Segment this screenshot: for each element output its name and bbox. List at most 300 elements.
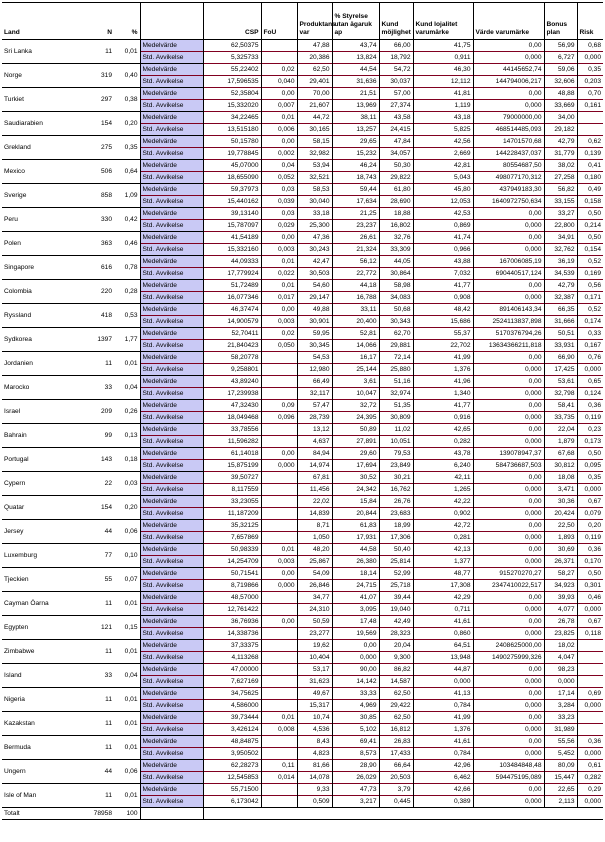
table-row [2,184,603,196]
stat-label-mean: Medelvärde [140,448,203,460]
cell-varde-varumarke: 0,00 [473,400,544,412]
stat-label-mean: Medelvärde [140,232,203,244]
cell-kund-mojlighet: 28,690 [379,196,413,208]
cell-csp: 62,28273 [203,760,261,772]
cell-bonus: 4,077 [544,604,577,616]
country-name: Cayman Öarna [2,592,78,616]
country-name: Kazakstan [2,712,78,736]
cell-risk: 0,50 [577,208,603,220]
cell-risk [577,724,603,736]
country-percent: 0,01 [114,688,140,712]
cell-kund-mojlighet: 16,762 [379,484,413,496]
cell-styrelse: 38,11 [332,112,379,124]
cell-risk: 0,154 [577,244,603,256]
cell-risk: 0,23 [577,424,603,436]
cell-produktansvar: 10,404 [297,652,332,664]
cell-risk: 0,35 [577,64,603,76]
country-percent: 0,01 [114,736,140,760]
country-name: Singapore [2,256,78,280]
stat-label-mean: Medelvärde [140,688,203,700]
country-name: Bermuda [2,736,78,760]
cell-csp: 15,875199 [203,460,261,472]
cell-varde-varumarke: 0,00 [473,544,544,556]
cell-bonus: 0,000 [544,676,577,688]
cell-styrelse: 3,61 [332,376,379,388]
cell-kund-mojlighet: 20,04 [379,640,413,652]
total-empty-cell [473,808,544,820]
cell-risk: 0,282 [577,772,603,784]
cell-produktansvar: 20,386 [297,52,332,64]
cell-risk: 0,68 [577,40,603,52]
cell-kund-lojalitet: 0,860 [413,628,473,640]
cell-kund-lojalitet: 41,13 [413,688,473,700]
cell-kund-lojalitet: 0,282 [413,436,473,448]
cell-styrelse: 21,324 [332,244,379,256]
cell-risk: 0,50 [577,568,603,580]
cell-kund-lojalitet: 1,265 [413,484,473,496]
cell-bonus: 33,931 [544,340,577,352]
stat-label-std: Std. Avvikelse [140,652,203,664]
stat-label-mean: Medelvärde [140,304,203,316]
cell-bonus: 2,113 [544,796,577,808]
cell-fou: 0,02 [261,64,297,76]
cell-styrelse: 30,52 [332,472,379,484]
cell-bonus: 31,779 [544,148,577,160]
cell-varde-varumarke: 0,000 [473,700,544,712]
cell-varde-varumarke: 13634366211,818 [473,340,544,352]
table-row [2,64,603,76]
cell-risk: 0,000 [577,748,603,760]
cell-fou: 0,00 [261,448,297,460]
cell-fou: 0,003 [261,556,297,568]
cell-fou [261,700,297,712]
cell-styrelse: 24,342 [332,484,379,496]
country-name: Zimbabwe [2,640,78,664]
cell-varde-varumarke: 0,000 [473,100,544,112]
stat-label-mean: Medelvärde [140,88,203,100]
cell-produktansvar: 53,17 [297,664,332,676]
cell-risk: 0,56 [577,280,603,292]
country-name: Cypern [2,472,78,496]
cell-fou [261,532,297,544]
cell-csp: 39,73444 [203,712,261,724]
header-csp: CSP [203,3,261,40]
cell-styrelse: 33,11 [332,304,379,316]
cell-fou [261,436,297,448]
cell-risk: 0,69 [577,688,603,700]
cell-kund-lojalitet: 41,99 [413,352,473,364]
country-n: 44 [78,520,114,544]
cell-fou: 0,017 [261,292,297,304]
cell-kund-lojalitet: 41,99 [413,712,473,724]
cell-varde-varumarke: 0,00 [473,280,544,292]
cell-bonus: 38,02 [544,160,577,172]
country-name: Island [2,664,78,688]
stat-label-mean: Medelvärde [140,424,203,436]
cell-risk: 0,52 [577,304,603,316]
header-bonus: Bonus plan [544,3,577,40]
table-row [2,328,603,340]
cell-risk: 0,174 [577,316,603,328]
cell-styrelse: 17,48 [332,616,379,628]
cell-produktansvar: 25,300 [297,220,332,232]
cell-styrelse: 44,18 [332,280,379,292]
cell-csp: 17,596535 [203,76,261,88]
cell-kund-lojalitet: 41,75 [413,40,473,52]
cell-varde-varumarke: 0,00 [473,784,544,796]
cell-csp: 62,50375 [203,40,261,52]
cell-kund-mojlighet: 26,83 [379,736,413,748]
stat-label-std: Std. Avvikelse [140,772,203,784]
cell-risk: 0,33 [577,328,603,340]
country-name: Sri Lanka [2,40,78,64]
cell-bonus: 22,65 [544,784,577,796]
cell-bonus: 48,88 [544,88,577,100]
cell-kund-mojlighet: 23,849 [379,460,413,472]
cell-fou [261,604,297,616]
cell-styrelse: 15,84 [332,496,379,508]
table-row [2,520,603,532]
cell-kund-mojlighet: 29,822 [379,172,413,184]
cell-varde-varumarke: 0,00 [473,616,544,628]
country-name: Portugal [2,448,78,472]
cell-fou: 0,01 [261,280,297,292]
cell-csp: 43,89240 [203,376,261,388]
cell-produktansvar: 24,310 [297,604,332,616]
cell-produktansvar: 42,47 [297,256,332,268]
cell-csp: 51,72489 [203,280,261,292]
cell-bonus: 33,23 [544,712,577,724]
cell-styrelse: 29,65 [332,136,379,148]
cell-risk: 0,119 [577,412,603,424]
cell-varde-varumarke: 144228437,037 [473,148,544,160]
cell-csp: 37,33375 [203,640,261,652]
country-percent: 0,04 [114,664,140,688]
cell-produktansvar: 19,62 [297,640,332,652]
cell-csp: 12,761422 [203,604,261,616]
cell-fou [261,676,297,688]
stat-label-std: Std. Avvikelse [140,508,203,520]
cell-csp: 14,900579 [203,316,261,328]
cell-styrelse: 17,931 [332,532,379,544]
cell-varde-varumarke: 2347410022,517 [473,580,544,592]
cell-kund-lojalitet: 0,902 [413,508,473,520]
cell-bonus: 58,41 [544,400,577,412]
country-name: Grekland [2,136,78,160]
total-empty-cell [203,808,261,820]
cell-kund-mojlighet: 17,306 [379,532,413,544]
cell-kund-lojalitet: 17,308 [413,580,473,592]
country-n: 33 [78,376,114,400]
stat-label-mean: Medelvärde [140,160,203,172]
cell-styrelse: 0,000 [332,652,379,664]
cell-varde-varumarke: 0,00 [473,376,544,388]
table-row [2,592,603,604]
country-percent: 0,78 [114,256,140,280]
cell-styrelse: 13,257 [332,124,379,136]
cell-kund-lojalitet: 12,053 [413,196,473,208]
country-percent: 1,09 [114,184,140,208]
cell-varde-varumarke: 0,00 [473,472,544,484]
cell-csp: 7,627169 [203,676,261,688]
cell-kund-mojlighet: 26,76 [379,496,413,508]
cell-bonus: 30,69 [544,544,577,556]
cell-kund-lojalitet: 44,87 [413,664,473,676]
table-row [2,88,603,100]
country-percent: 0,01 [114,40,140,64]
cell-kund-lojalitet: 0,711 [413,604,473,616]
country-name: Egypten [2,616,78,640]
cell-varde-varumarke: 498077170,312 [473,172,544,184]
cell-kund-mojlighet: 29,881 [379,340,413,352]
cell-bonus: 22,04 [544,424,577,436]
cell-styrelse: 44,58 [332,544,379,556]
cell-kund-mojlighet: 24,415 [379,124,413,136]
country-name: Nigeria [2,688,78,712]
cell-bonus: 80,09 [544,760,577,772]
cell-bonus: 34,539 [544,268,577,280]
cell-bonus: 42,79 [544,280,577,292]
cell-varde-varumarke: 2408625000,00 [473,640,544,652]
country-n: 363 [78,232,114,256]
cell-styrelse: 14,142 [332,676,379,688]
stat-label-std: Std. Avvikelse [140,604,203,616]
cell-produktansvar: 57,47 [297,400,332,412]
cell-produktansvar: 14,078 [297,772,332,784]
country-n: 154 [78,496,114,520]
cell-fou: 0,04 [261,160,297,172]
cell-kund-mojlighet: 79,53 [379,448,413,460]
cell-produktansvar: 32,117 [297,388,332,400]
stat-label-mean: Medelvärde [140,400,203,412]
cell-fou: 0,039 [261,196,297,208]
cell-bonus: 27,258 [544,172,577,184]
cell-styrelse: 30,85 [332,712,379,724]
cell-produktansvar: 67,81 [297,472,332,484]
cell-kund-lojalitet: 42,56 [413,136,473,148]
cell-bonus: 1,893 [544,532,577,544]
header-styrelse: % Styrelse utan ägaruk ap [332,3,379,40]
cell-bonus: 53,61 [544,376,577,388]
table-row [2,352,603,364]
cell-risk: 0,29 [577,784,603,796]
stat-label-std: Std. Avvikelse [140,148,203,160]
cell-risk: 0,095 [577,460,603,472]
stat-label-std: Std. Avvikelse [140,676,203,688]
cell-produktansvar: 53,94 [297,160,332,172]
cell-fou: 0,008 [261,724,297,736]
cell-produktansvar: 49,67 [297,688,332,700]
cell-produktansvar: 30,165 [297,124,332,136]
cell-kund-mojlighet: 50,30 [379,160,413,172]
stat-label-mean: Medelvärde [140,496,203,508]
cell-varde-varumarke: 103484848,48 [473,760,544,772]
cell-fou: 0,007 [261,100,297,112]
cell-styrelse: 32,72 [332,400,379,412]
cell-produktansvar: 48,20 [297,544,332,556]
stat-label-std: Std. Avvikelse [140,52,203,64]
cell-produktansvar: 30,345 [297,340,332,352]
stat-label-mean: Medelvärde [140,520,203,532]
stat-label-std: Std. Avvikelse [140,412,203,424]
cell-produktansvar: 10,74 [297,712,332,724]
cell-bonus: 6,727 [544,52,577,64]
cell-varde-varumarke: 0,00 [473,664,544,676]
stat-label-mean: Medelvärde [140,736,203,748]
stat-label-mean: Medelvärde [140,376,203,388]
cell-bonus: 32,762 [544,244,577,256]
table-row [2,208,603,220]
cell-styrelse: 18,14 [332,568,379,580]
cell-kund-lojalitet: 42,96 [413,760,473,772]
cell-kund-mojlighet: 62,50 [379,712,413,724]
cell-csp: 15,787097 [203,220,261,232]
cell-fou: 0,040 [261,76,297,88]
cell-risk [577,676,603,688]
cell-bonus: 98,23 [544,664,577,676]
cell-varde-varumarke: 690440517,124 [473,268,544,280]
cell-kund-lojalitet: 0,784 [413,748,473,760]
cell-fou [261,508,297,520]
country-name: Polen [2,232,78,256]
country-percent: 0,46 [114,232,140,256]
cell-varde-varumarke: 0,00 [473,352,544,364]
cell-risk: 0,35 [577,472,603,484]
stat-label-std: Std. Avvikelse [140,484,203,496]
cell-bonus: 34,00 [544,112,577,124]
cell-kund-lojalitet: 0,784 [413,700,473,712]
cell-fou [261,520,297,532]
stat-label-mean: Medelvärde [140,256,203,268]
cell-styrelse: 20,844 [332,508,379,520]
cell-styrelse: 17,694 [332,460,379,472]
cell-bonus: 34,923 [544,580,577,592]
cell-produktansvar: 66,49 [297,376,332,388]
cell-varde-varumarke: 891406143,34 [473,304,544,316]
cell-fou: 0,00 [261,232,297,244]
cell-risk: 0,000 [577,796,603,808]
cell-bonus: 30,812 [544,460,577,472]
cell-bonus: 55,56 [544,736,577,748]
country-percent: 0,53 [114,304,140,328]
cell-produktansvar: 30,901 [297,316,332,328]
cell-kund-lojalitet: 0,966 [413,244,473,256]
cell-produktansvar: 11,456 [297,484,332,496]
total-row [2,808,603,820]
cell-bonus: 26,371 [544,556,577,568]
country-n: 143 [78,448,114,472]
cell-risk: 0,171 [577,292,603,304]
cell-bonus: 20,424 [544,508,577,520]
cell-varde-varumarke: 0,000 [473,724,544,736]
country-name: Tjeckien [2,568,78,592]
stat-label-std: Std. Avvikelse [140,316,203,328]
cell-fou: 0,003 [261,244,297,256]
cell-kund-lojalitet: 43,78 [413,448,473,460]
country-percent: 0,03 [114,472,140,496]
country-n: 121 [78,616,114,640]
cell-styrelse: 13,969 [332,100,379,112]
cell-csp: 47,32430 [203,400,261,412]
cell-kund-mojlighet: 43,58 [379,112,413,124]
table-row [2,256,603,268]
cell-kund-lojalitet: 42,29 [413,592,473,604]
cell-produktansvar: 14,974 [297,460,332,472]
cell-csp: 5,325733 [203,52,261,64]
cell-varde-varumarke: 44145652,74 [473,64,544,76]
cell-kund-mojlighet: 14,587 [379,676,413,688]
country-name: Marocko [2,376,78,400]
country-name: Isle of Man [2,784,78,808]
cell-styrelse: 41,07 [332,592,379,604]
cell-styrelse: 26,61 [332,232,379,244]
cell-varde-varumarke: 0,00 [473,88,544,100]
total-empty-cell [140,808,203,820]
cell-bonus: 33,735 [544,412,577,424]
cell-risk: 0,167 [577,340,603,352]
cell-kund-lojalitet: 41,61 [413,736,473,748]
cell-produktansvar: 33,18 [297,208,332,220]
country-percent: 1,77 [114,328,140,352]
cell-kund-lojalitet: 0,000 [413,676,473,688]
cell-kund-lojalitet: 41,81 [413,88,473,100]
cell-risk [577,664,603,676]
cell-csp: 3,950502 [203,748,261,760]
cell-risk: 0,36 [577,400,603,412]
cell-csp: 14,338736 [203,628,261,640]
cell-kund-lojalitet: 41,74 [413,232,473,244]
cell-produktansvar: 9,33 [297,784,332,796]
cell-fou: 0,00 [261,136,297,148]
cell-bonus: 32,606 [544,76,577,88]
cell-styrelse: 3,095 [332,604,379,616]
cell-risk [577,112,603,124]
stat-label-std: Std. Avvikelse [140,244,203,256]
cell-styrelse: 19,569 [332,628,379,640]
header-fou: FoU [261,3,297,40]
cell-varde-varumarke: 0,000 [473,484,544,496]
cell-fou [261,652,297,664]
cell-varde-varumarke: 14701570,68 [473,136,544,148]
cell-produktansvar: 29,147 [297,292,332,304]
country-name: Colombia [2,280,78,304]
cell-risk: 0,70 [577,88,603,100]
cell-risk: 0,214 [577,220,603,232]
cell-varde-varumarke: 594475195,089 [473,772,544,784]
cell-kund-mojlighet: 11,02 [379,424,413,436]
cell-risk: 0,49 [577,184,603,196]
cell-kund-lojalitet: 0,916 [413,412,473,424]
cell-varde-varumarke: 139078947,37 [473,448,544,460]
stat-label-mean: Medelvärde [140,112,203,124]
country-percent: 0,01 [114,592,140,616]
cell-bonus: 56,82 [544,184,577,196]
cell-fou [261,40,297,52]
cell-styrelse: 27,891 [332,436,379,448]
cell-styrelse: 56,12 [332,256,379,268]
cell-fou: 0,014 [261,772,297,784]
cell-varde-varumarke: 1490275999,326 [473,652,544,664]
cell-kund-mojlighet: 30,343 [379,316,413,328]
cell-kund-mojlighet: 58,98 [379,280,413,292]
cell-kund-lojalitet: 1,340 [413,388,473,400]
cell-risk: 0,000 [577,700,603,712]
cell-bonus: 4,047 [544,652,577,664]
country-percent: 0,06 [114,760,140,784]
country-percent: 0,40 [114,64,140,88]
cell-csp: 18,655090 [203,172,261,184]
cell-fou [261,376,297,388]
